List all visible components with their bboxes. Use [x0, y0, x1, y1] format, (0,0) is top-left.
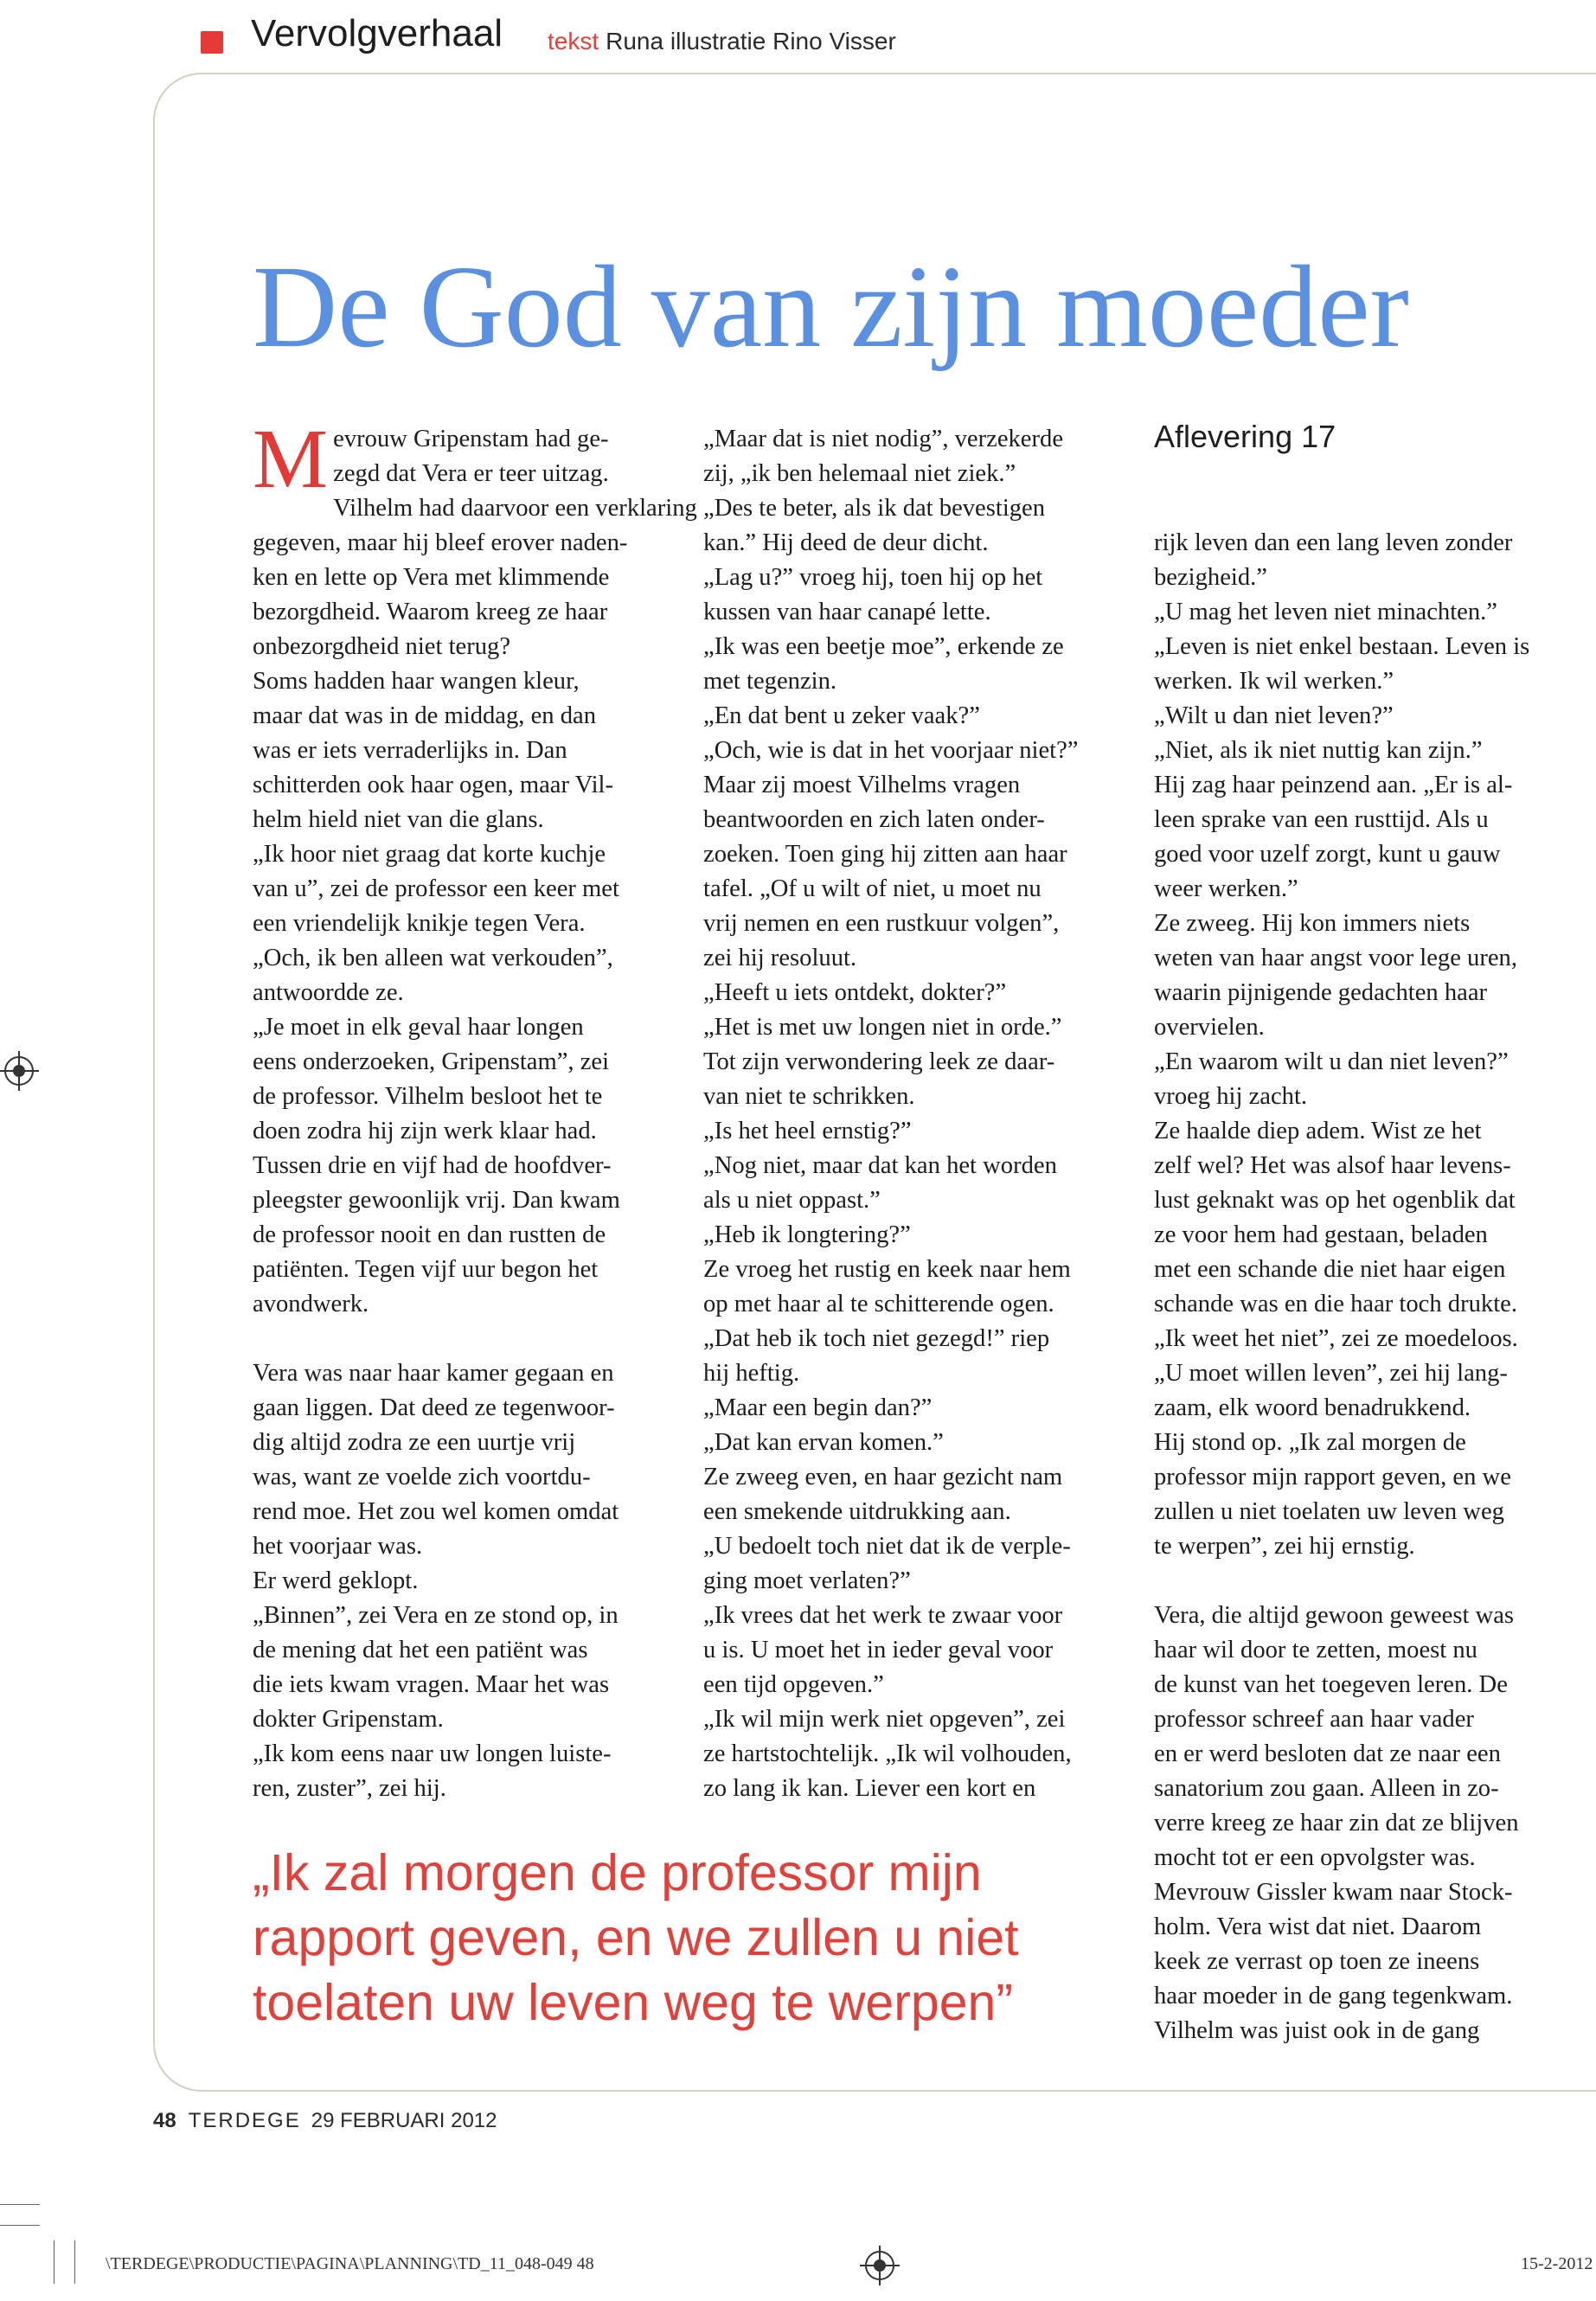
text-line: professor schreef aan haar vader — [1154, 1706, 1474, 1733]
pull-quote-line: rapport geven, en we zullen u niet — [253, 1909, 1019, 1966]
text-line: pleegster gewoonlijk vrij. Dan kwam — [253, 1187, 620, 1214]
text-line: bezigheid.” — [1154, 564, 1267, 591]
text-line: Vilhelm had daarvoor een verklaring — [333, 495, 697, 522]
text-line: het voorjaar was. — [253, 1533, 423, 1560]
text-line: leen sprake van een rusttijd. Als u — [1154, 806, 1489, 833]
text-line: eens onderzoeken, Gripenstam”, zei — [253, 1048, 610, 1075]
text-line: Mevrouw Gissler kwam naar Stock- — [1154, 1879, 1513, 1906]
text-line: gegeven, maar hij bleef erover naden- — [253, 529, 628, 556]
text-line: zaam, elk woord benadrukkend. — [1154, 1394, 1471, 1421]
text-line: Soms hadden haar wangen kleur, — [253, 668, 580, 695]
text-line: ze hartstochtelijk. „Ik wil volhouden, — [703, 1740, 1072, 1767]
text-line: patiënten. Tegen vijf uur begon het — [253, 1256, 599, 1283]
text-line: „U moet willen leven”, zei hij lang- — [1154, 1360, 1508, 1387]
magazine-name: TERDEGE — [188, 2109, 301, 2132]
text-line: Er werd geklopt. — [253, 1567, 419, 1594]
text-line: „U mag het leven niet minachten.” — [1154, 599, 1497, 625]
page-number: 48 — [153, 2109, 176, 2132]
section-marker-icon — [201, 31, 223, 54]
credit-label: tekst — [548, 28, 599, 54]
text-line: de mening dat het een patiënt was — [253, 1637, 588, 1663]
text-line: rend moe. Het zou wel komen omdat — [253, 1498, 619, 1525]
section-label: Vervolgverhaal — [251, 12, 503, 54]
text-line: kan.” Hij deed de deur dicht. — [703, 529, 989, 556]
text-line: schitterden ook haar ogen, maar Vil- — [253, 772, 613, 798]
text-line: zullen u niet toelaten uw leven weg — [1154, 1498, 1504, 1525]
crop-mark — [0, 2204, 40, 2205]
pull-quote-line: toelaten uw leven weg te werpen” — [253, 1974, 1013, 2031]
text-line: „Binnen”, zei Vera en ze stond op, in — [253, 1602, 619, 1629]
text-line: „Heeft u iets ontdekt, dokter?” — [703, 979, 1007, 1006]
text-line: „En dat bent u zeker vaak?” — [703, 702, 980, 729]
text-line: zegd dat Vera er teer uitzag. — [333, 460, 609, 487]
text-line: ren, zuster”, zei hij. — [253, 1775, 446, 1802]
text-line: „Ik hoor niet graag dat korte kuchje — [253, 841, 606, 868]
text-line: Hij stond op. „Ik zal morgen de — [1154, 1429, 1466, 1456]
text-column-3 — [1154, 526, 1578, 2048]
credit-text: Runa illustratie Rino Visser — [606, 28, 896, 54]
text-line: hij heftig. — [703, 1360, 800, 1387]
text-line: ging moet verlaten?” — [703, 1567, 911, 1594]
text-line: avondwerk. — [253, 1291, 369, 1317]
text-line: met een schande die niet haar eigen — [1154, 1256, 1506, 1283]
text-line: zij, „ik ben helemaal niet ziek.” — [703, 460, 1016, 487]
text-line: „Is het heel ernstig?” — [703, 1118, 912, 1144]
text-line: overvielen. — [1154, 1014, 1265, 1041]
text-line: de professor. Vilhelm besloot het te — [253, 1083, 603, 1110]
text-line: „Och, wie is dat in het voorjaar niet?” — [703, 737, 1079, 764]
text-line: tafel. „Of u wilt of niet, u moet nu — [703, 875, 1042, 902]
text-line: Vera, die altijd gewoon geweest was — [1154, 1602, 1515, 1629]
text-line: Ze vroeg het rustig en keek naar hem — [703, 1256, 1071, 1283]
text-line: „Des te beter, als ik dat bevestigen — [703, 495, 1046, 522]
text-line: en er werd besloten dat ze naar een — [1154, 1740, 1501, 1767]
text-line: „Niet, als ik niet nuttig kan zijn.” — [1154, 737, 1483, 764]
text-line: „Nog niet, maar dat kan het worden — [703, 1152, 1057, 1179]
text-line: vrij nemen en een rustkuur volgen”, — [703, 910, 1060, 937]
text-line: dokter Gripenstam. — [253, 1706, 444, 1733]
text-line: goed voor uzelf zorgt, kunt u gauw — [1154, 841, 1501, 868]
text-column-1 — [253, 413, 697, 1806]
text-line: op met haar al te schitterende ogen. — [703, 1291, 1054, 1317]
registration-mark-icon — [865, 2251, 894, 2280]
text-line: „Maar dat is niet nodig”, verzekerde — [703, 426, 1064, 452]
print-slug-date: 15-2-2012 — [1521, 2254, 1593, 2273]
text-line: mocht tot er een opvolgster was. — [1154, 1844, 1476, 1871]
text-line: sanatorium zou gaan. Alleen in zo- — [1154, 1775, 1499, 1802]
text-line: was er iets verraderlijks in. Dan — [253, 737, 567, 764]
text-line: haar moeder in de gang tegenkwam. — [1154, 1983, 1513, 2009]
text-line: werken. Ik wil werken.” — [1154, 668, 1394, 695]
text-line: Vilhelm was juist ook in de gang — [1154, 2017, 1480, 2044]
text-line: verre kreeg ze haar zin dat ze blijven — [1154, 1810, 1519, 1836]
text-line: schande was en die haar toch drukte. — [1154, 1291, 1517, 1317]
text-line: dig altijd zodra ze een uurtje vrij — [253, 1429, 576, 1456]
text-line: „Leven is niet enkel bestaan. Leven is — [1154, 633, 1530, 660]
text-line: bezorgdheid. Waarom kreeg ze haar — [253, 599, 608, 625]
text-line: ken en lette op Vera met klimmende — [253, 564, 610, 591]
text-line: doen zodra hij zijn werk klaar had. — [253, 1118, 597, 1144]
text-line: zelf wel? Het was alsof haar levens- — [1154, 1152, 1511, 1179]
text-line: „Het is met uw longen niet in orde.” — [703, 1014, 1062, 1041]
crop-mark — [74, 2240, 75, 2284]
text-line: rijk leven dan een lang leven zonder — [1154, 529, 1513, 556]
text-line: een smekende uitdrukking aan. — [703, 1498, 1011, 1525]
text-line: „Ik weet het niet”, zei ze moedeloos. — [1154, 1325, 1518, 1352]
text-line: was, want ze voelde zich voortdu- — [253, 1464, 591, 1490]
text-line: „Wilt u dan niet leven?” — [1154, 702, 1394, 729]
text-line: die iets kwam vragen. Maar het was — [253, 1671, 610, 1698]
text-line: de professor nooit en dan rustten de — [253, 1221, 606, 1248]
text-line: zo lang ik kan. Liever een kort en — [703, 1775, 1036, 1802]
text-line: van niet te schrikken. — [703, 1083, 915, 1110]
issue-date: 29 FEBRUARI 2012 — [311, 2109, 497, 2132]
text-line: weer werken.” — [1154, 875, 1298, 902]
text-line: „Heb ik longtering?” — [703, 1221, 911, 1248]
credit-line — [548, 28, 896, 55]
text-line: Maar zij moest Vilhelms vragen — [703, 772, 1021, 798]
text-line: van u”, zei de professor een keer met — [253, 875, 619, 902]
text-line: Vera was naar haar kamer gegaan en — [253, 1360, 614, 1387]
text-line: de kunst van het toegeven leren. De — [1154, 1671, 1508, 1698]
text-line: „Dat kan ervan komen.” — [703, 1429, 944, 1456]
pull-quote — [253, 1841, 1019, 2035]
text-line: zei hij resoluut. — [703, 945, 857, 971]
text-line: met tegenzin. — [703, 668, 837, 695]
text-line: weten van haar angst voor lege uren, — [1154, 945, 1517, 971]
text-line: u is. U moet het in ieder geval voor — [703, 1637, 1054, 1663]
article-title: De God van zijn moeder — [253, 242, 1409, 372]
page-folio — [153, 2109, 497, 2133]
text-line: kussen van haar canapé lette. — [703, 599, 991, 625]
text-line: een tijd opgeven.” — [703, 1671, 884, 1698]
drop-cap: M — [253, 413, 329, 506]
text-line: „En waarom wilt u dan niet leven?” — [1154, 1048, 1509, 1075]
text-line: keek ze verrast op toen ze ineens — [1154, 1948, 1480, 1975]
text-line: Ze haalde diep adem. Wist ze het — [1154, 1118, 1482, 1144]
text-line: gaan liggen. Dat deed ze tegenwoor- — [253, 1394, 615, 1421]
text-line: beantwoorden en zich laten onder- — [703, 806, 1045, 833]
text-line: antwoordde ze. — [253, 979, 404, 1006]
text-line: Tot zijn verwondering leek ze daar- — [703, 1048, 1055, 1075]
text-line: „Dat heb ik toch niet gezegd!” riep — [703, 1325, 1050, 1352]
text-line: Ze zweeg. Hij kon immers niets — [1154, 910, 1471, 937]
text-line: zoeken. Toen ging hij zitten aan haar — [703, 841, 1067, 868]
text-line: Ze zweeg even, en haar gezicht nam — [703, 1464, 1063, 1490]
text-line: een vriendelijk knikje tegen Vera. — [253, 910, 586, 937]
text-line: „U bedoelt toch niet dat ik de verple- — [703, 1533, 1071, 1560]
text-line: helm hield niet van die glans. — [253, 806, 544, 833]
text-line: vroeg hij zacht. — [1154, 1083, 1308, 1110]
crop-mark — [0, 2225, 40, 2226]
text-line: „Ik vrees dat het werk te zwaar voor — [703, 1602, 1063, 1629]
text-line: waarin pijnigende gedachten haar — [1154, 979, 1488, 1006]
text-line: Hij zag haar peinzend aan. „Er is al- — [1154, 772, 1513, 798]
text-line: maar dat was in de middag, en dan — [253, 702, 597, 729]
text-line: professor mijn rapport geven, en we — [1154, 1464, 1511, 1490]
text-line: te werpen”, zei hij ernstig. — [1154, 1533, 1415, 1560]
text-line: „Ik kom eens naar uw longen luiste- — [253, 1740, 612, 1767]
text-line: „Je moet in elk geval haar longen — [253, 1014, 584, 1041]
text-line: „Och, ik ben alleen wat verkouden”, — [253, 945, 613, 971]
text-line: ze voor hem had gestaan, beladen — [1154, 1221, 1488, 1248]
text-line: lust geknakt was op het ogenblik dat — [1154, 1187, 1516, 1214]
text-line: holm. Vera wist dat niet. Daarom — [1154, 1913, 1482, 1940]
text-line: „Ik wil mijn werk niet opgeven”, zei — [703, 1706, 1066, 1733]
text-column-2 — [703, 422, 1127, 1806]
text-line: evrouw Gripenstam had ge- — [333, 426, 609, 452]
installment-label: Aflevering 17 — [1154, 419, 1336, 454]
text-line: haar wil door te zetten, moest nu — [1154, 1637, 1477, 1663]
text-line: „Lag u?” vroeg hij, toen hij op het — [703, 564, 1043, 591]
text-line: als u niet oppast.” — [703, 1187, 881, 1214]
text-line: Tussen drie en vijf had de hoofdver- — [253, 1152, 612, 1179]
print-slug-path: \TERDEGE\PRODUCTIE\PAGINA\PLANNING\TD_11_048-049 48 — [106, 2254, 594, 2273]
pull-quote-line: „Ik zal morgen de professor mijn — [253, 1844, 982, 1901]
text-line: „Maar een begin dan?” — [703, 1394, 933, 1421]
text-line: onbezorgdheid niet terug? — [253, 633, 511, 660]
text-line: „Ik was een beetje moe”, erkende ze — [703, 633, 1064, 660]
registration-mark-icon — [4, 1056, 34, 1086]
